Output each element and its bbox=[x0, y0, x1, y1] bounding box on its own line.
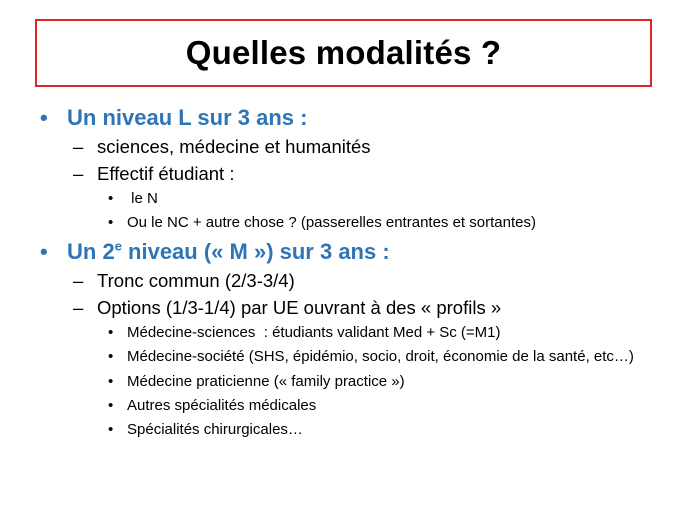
item-text: Options (1/3-1/4) par UE ouvrant à des « profils » bbox=[97, 297, 502, 318]
bullet-level2-item bbox=[40, 133, 680, 160]
bullet-level2-item bbox=[40, 294, 680, 321]
bullet-dot-icon: • bbox=[108, 324, 114, 341]
bullet-dot-icon: • bbox=[108, 421, 114, 438]
bullet-level3-item bbox=[40, 345, 652, 370]
slide-title: Quelles modalités ? bbox=[185, 34, 502, 71]
bullet-dot-icon: • bbox=[40, 239, 48, 264]
bullet-dash-icon: – bbox=[73, 297, 84, 318]
item-text: Tronc commun (2/3-3/4) bbox=[97, 270, 295, 291]
item-text: Ou le NC + autre chose ? (passerelles entrantes et sortantes) bbox=[127, 214, 536, 231]
bullet-dot-icon: • bbox=[108, 397, 114, 414]
bullet-level2-item bbox=[40, 160, 680, 187]
bullet-dash-icon: – bbox=[73, 270, 84, 291]
item-text: Médecine-sciences : étudiants validant Med + Sc (=M1) bbox=[127, 324, 501, 341]
item-text: Effectif étudiant : bbox=[97, 163, 235, 184]
bullet-dot-icon: • bbox=[108, 373, 114, 390]
bullet-level3-item bbox=[40, 187, 680, 211]
item-text: le N bbox=[127, 190, 158, 207]
title-box bbox=[35, 19, 652, 87]
item-text: Autres spécialités médicales bbox=[127, 397, 317, 414]
heading-text-post: niveau (« M ») sur 3 ans : bbox=[121, 239, 390, 264]
bullet-dot-icon: • bbox=[108, 190, 114, 207]
bullet-dot-icon: • bbox=[40, 105, 48, 130]
bullet-dot-icon: • bbox=[108, 214, 114, 231]
bullet-level3-item bbox=[40, 370, 680, 394]
bullet-level1-niveau-l bbox=[40, 103, 680, 133]
bullet-level3-item bbox=[40, 394, 680, 418]
bullet-level3-item bbox=[40, 321, 680, 345]
heading-text: Un niveau L sur 3 ans : bbox=[67, 105, 308, 130]
bullet-level3-item bbox=[40, 418, 680, 442]
heading-text-pre: Un 2 bbox=[67, 239, 115, 264]
bullet-level3-item bbox=[40, 211, 680, 235]
bullet-level2-item bbox=[40, 267, 680, 294]
item-text: Spécialités chirurgicales… bbox=[127, 421, 303, 438]
heading-superscript: e bbox=[114, 238, 122, 254]
slide-content bbox=[40, 103, 680, 442]
bullet-dash-icon: – bbox=[73, 163, 84, 184]
bullet-level1-niveau-m bbox=[40, 237, 680, 267]
bullet-dash-icon: – bbox=[73, 136, 84, 157]
item-text: Médecine-société (SHS, épidémio, socio, droit, économie de la santé, etc…) bbox=[127, 348, 634, 365]
bullet-dot-icon: • bbox=[108, 348, 114, 365]
item-text: Médecine praticienne (« family practice ») bbox=[127, 373, 405, 390]
item-text: sciences, médecine et humanités bbox=[97, 136, 371, 157]
